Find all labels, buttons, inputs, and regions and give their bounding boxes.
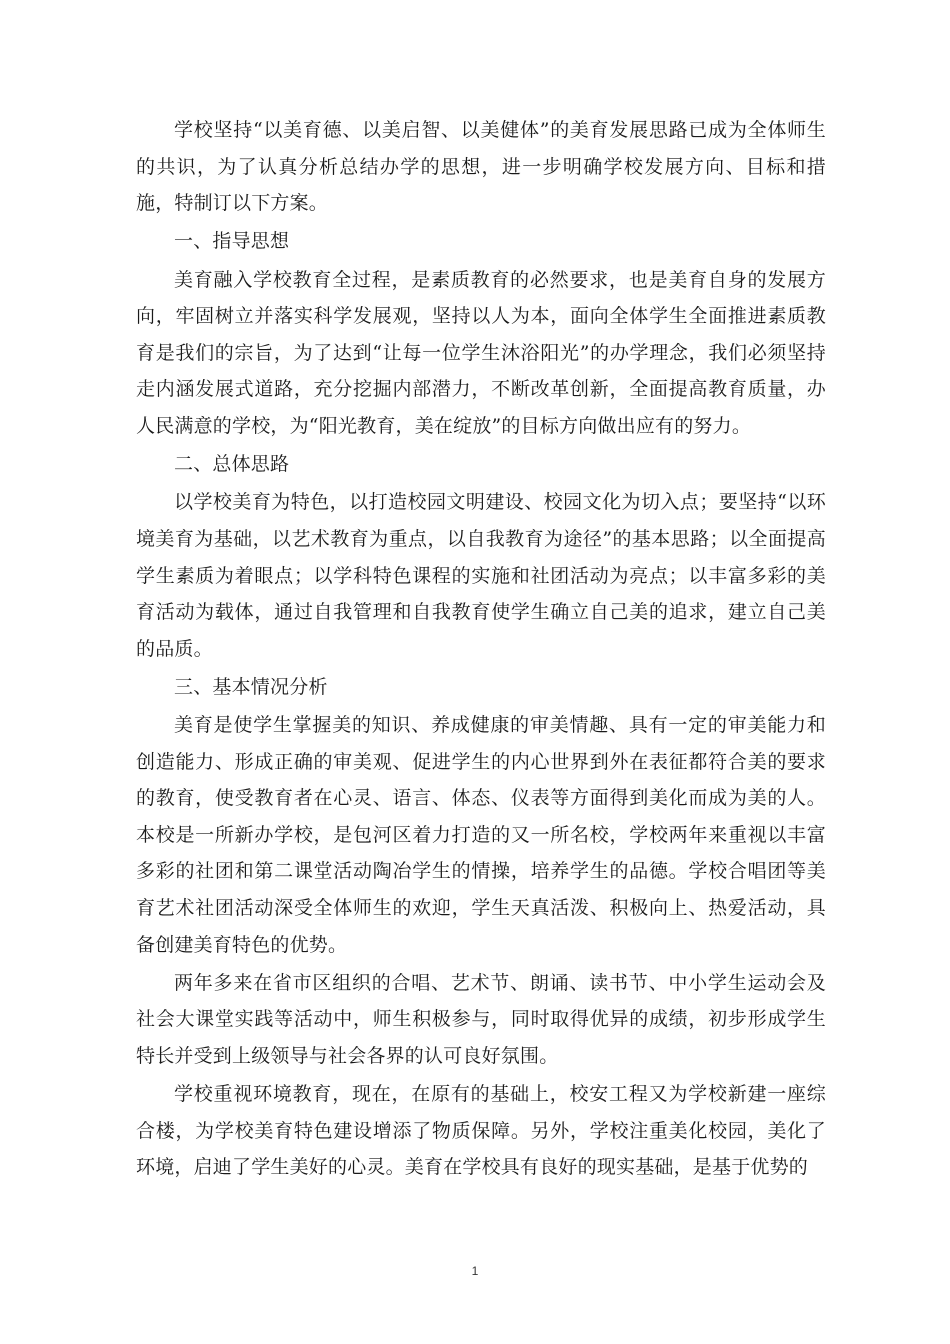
heading-overall-approach: 二、总体思路 [174,453,290,476]
document-body [136,112,826,1188]
page-number: 1 [471,1264,479,1278]
heading-guiding-thought: 一、指导思想 [174,230,290,253]
paragraph-intro: 学校坚持“以美育德、以美启智、以美健体”的美育发展思路已成为全体师生的共识，为了认真分析总结办学的思想，进一步明确学校发展方向、目标和措施，特制订以下方案。 [136,119,826,215]
heading-basic-situation: 三、基本情况分析 [174,675,328,698]
paragraph-environment: 学校重视环境教育，现在，在原有的基础上，校安工程又为学校新建一座综合楼，为学校美育特色建设增添了物质保障。另外，学校注重美化校园，美化了环境，启迪了学生美好的心灵。美育在学校具有良好的现实基础，是基于优势的 [136,1083,826,1179]
paragraph-achievements: 两年多来在省市区组织的合唱、艺术节、朗诵、读书节、中小学生运动会及社会大课堂实践等活动中，师生积极参与，同时取得优异的成绩，初步形成学生特长并受到上级领导与社会各界的认可良好氛围。 [136,971,826,1067]
paragraph-guiding-thought: 美育融入学校教育全过程，是素质教育的必然要求，也是美育自身的发展方向，牢固树立并落实科学发展观，坚持以人为本，面向全体学生全面推进素质教育是我们的宗旨，为了达到“让每一位学生沐浴阳光”的办学理念，我们必须坚持走内涵发展式道路，充分挖掘内部潜力，不断改革创新，全面提高教育质量，办人民满意的学校，为“阳光教育，美在绽放”的目标方向做出应有的努力。 [136,268,826,437]
paragraph-overall-approach: 以学校美育为特色，以打造校园文明建设、校园文化为切入点；要坚持“以环境美育为基础，以艺术教育为重点，以自我教育为途径”的基本思路；以全面提高学生素质为着眼点；以学科特色课程的实施和社团活动为亮点；以丰富多彩的美育活动为载体，通过自我管理和自我教育使学生确立自己美的追求，建立自己美的品质。 [136,491,826,660]
paragraph-basic-situation: 美育是使学生掌握美的知识、养成健康的审美情趣、具有一定的审美能力和创造能力、形成正确的审美观、促进学生的内心世界到外在表征都符合美的要求的教育，使受教育者在心灵、语言、体态、仪表等方面得到美化而成为美的人。本校是一所新办学校，是包河区着力打造的又一所名校，学校两年来重视以丰富多彩的社团和第二课堂活动陶冶学生的情操，培养学生的品德。学校合唱团等美育艺术社团活动深受全体师生的欢迎，学生天真活泼、积极向上、热爱活动，具备创建美育特色的优势。 [136,714,826,956]
